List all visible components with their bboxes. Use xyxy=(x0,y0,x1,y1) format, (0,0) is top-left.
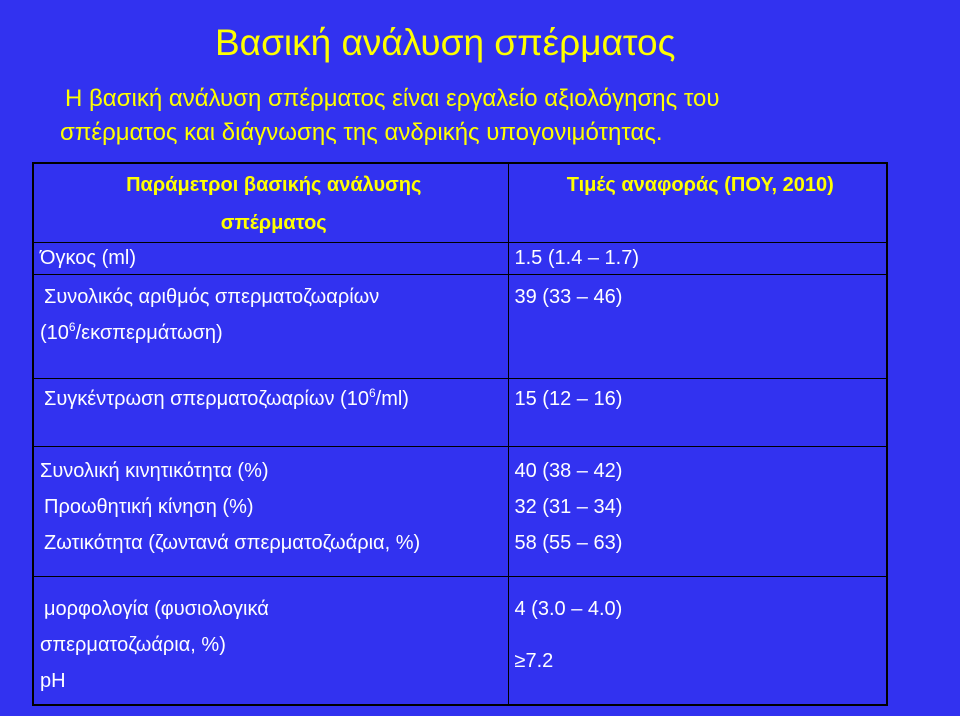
reference-values-table xyxy=(32,162,888,706)
vitality-value: 58 (55 – 63) xyxy=(514,532,623,554)
total-motility-value: 40 (38 – 42) xyxy=(514,460,623,482)
progressive-motility-value: 32 (31 – 34) xyxy=(514,496,623,518)
cell-volume-param: Όγκος (ml) xyxy=(33,243,508,275)
subtitle-line-2: σπέρματος και διάγνωσης της ανδρικής υπογονιμότητας. xyxy=(60,119,663,146)
cell-motility-values xyxy=(508,447,887,577)
morphology-param-line-2: σπερματοζωάρια, %) xyxy=(40,634,226,656)
cell-morphology-ph-params xyxy=(33,577,508,705)
table-row-total-count xyxy=(33,275,887,379)
table-row-morphology-ph xyxy=(33,577,887,705)
total-motility-param: Συνολική κινητικότητα (%) xyxy=(40,460,269,482)
cell-total-count-param xyxy=(33,275,508,379)
total-count-unit-prefix: (10 xyxy=(40,322,69,344)
total-count-unit-exponent: 6 xyxy=(68,320,76,334)
concentration-unit-exponent: 6 xyxy=(368,386,376,400)
cell-total-count-value: 39 (33 – 46) xyxy=(508,275,887,379)
concentration-param-text xyxy=(40,381,508,417)
cell-volume-value: 1.5 (1.4 – 1.7) xyxy=(508,243,887,275)
cell-concentration-param xyxy=(33,379,508,447)
total-count-param-line-2 xyxy=(40,315,508,351)
total-count-param-line-1: Συνολικός αριθμός σπερματοζωαρίων xyxy=(44,286,380,308)
slide-subtitle xyxy=(60,82,940,150)
vitality-param: Ζωτικότητα (ζωντανά σπερματοζωάρια, %) xyxy=(44,532,421,554)
cell-concentration-value: 15 (12 – 16) xyxy=(508,379,887,447)
cell-morphology-ph-values xyxy=(508,577,887,705)
table-header-row xyxy=(33,163,887,243)
row-spacer xyxy=(515,627,887,643)
header-parameters-line-2: σπέρματος xyxy=(220,212,327,234)
total-count-unit-suffix: /εκσπερμάτωση) xyxy=(75,322,223,344)
ph-param: pH xyxy=(40,670,66,692)
cell-motility-params xyxy=(33,447,508,577)
ph-value: ≥7.2 xyxy=(514,650,554,672)
subtitle-line-1: Η βασική ανάλυση σπέρματος είναι εργαλείο αξιολόγησης του xyxy=(65,85,720,112)
morphology-value: 4 (3.0 – 4.0) xyxy=(514,598,623,620)
concentration-param-suffix: /ml) xyxy=(375,388,409,410)
progressive-motility-param: Προωθητική κίνηση (%) xyxy=(44,496,254,518)
header-parameters xyxy=(33,163,508,243)
table-row-volume xyxy=(33,243,887,275)
header-parameters-line-1: Παράμετροι βασικής ανάλυσης xyxy=(126,174,422,196)
morphology-param-line-1: μορφολογία (φυσιολογικά xyxy=(44,598,269,620)
table-row-concentration xyxy=(33,379,887,447)
table-row-motility-group xyxy=(33,447,887,577)
slide-title: Βασική ανάλυση σπέρματος xyxy=(215,22,676,63)
header-reference-values: Τιμές αναφοράς (ΠΟΥ, 2010) xyxy=(508,163,887,243)
concentration-param-prefix: Συγκέντρωση σπερματοζωαρίων (10 xyxy=(44,388,369,410)
